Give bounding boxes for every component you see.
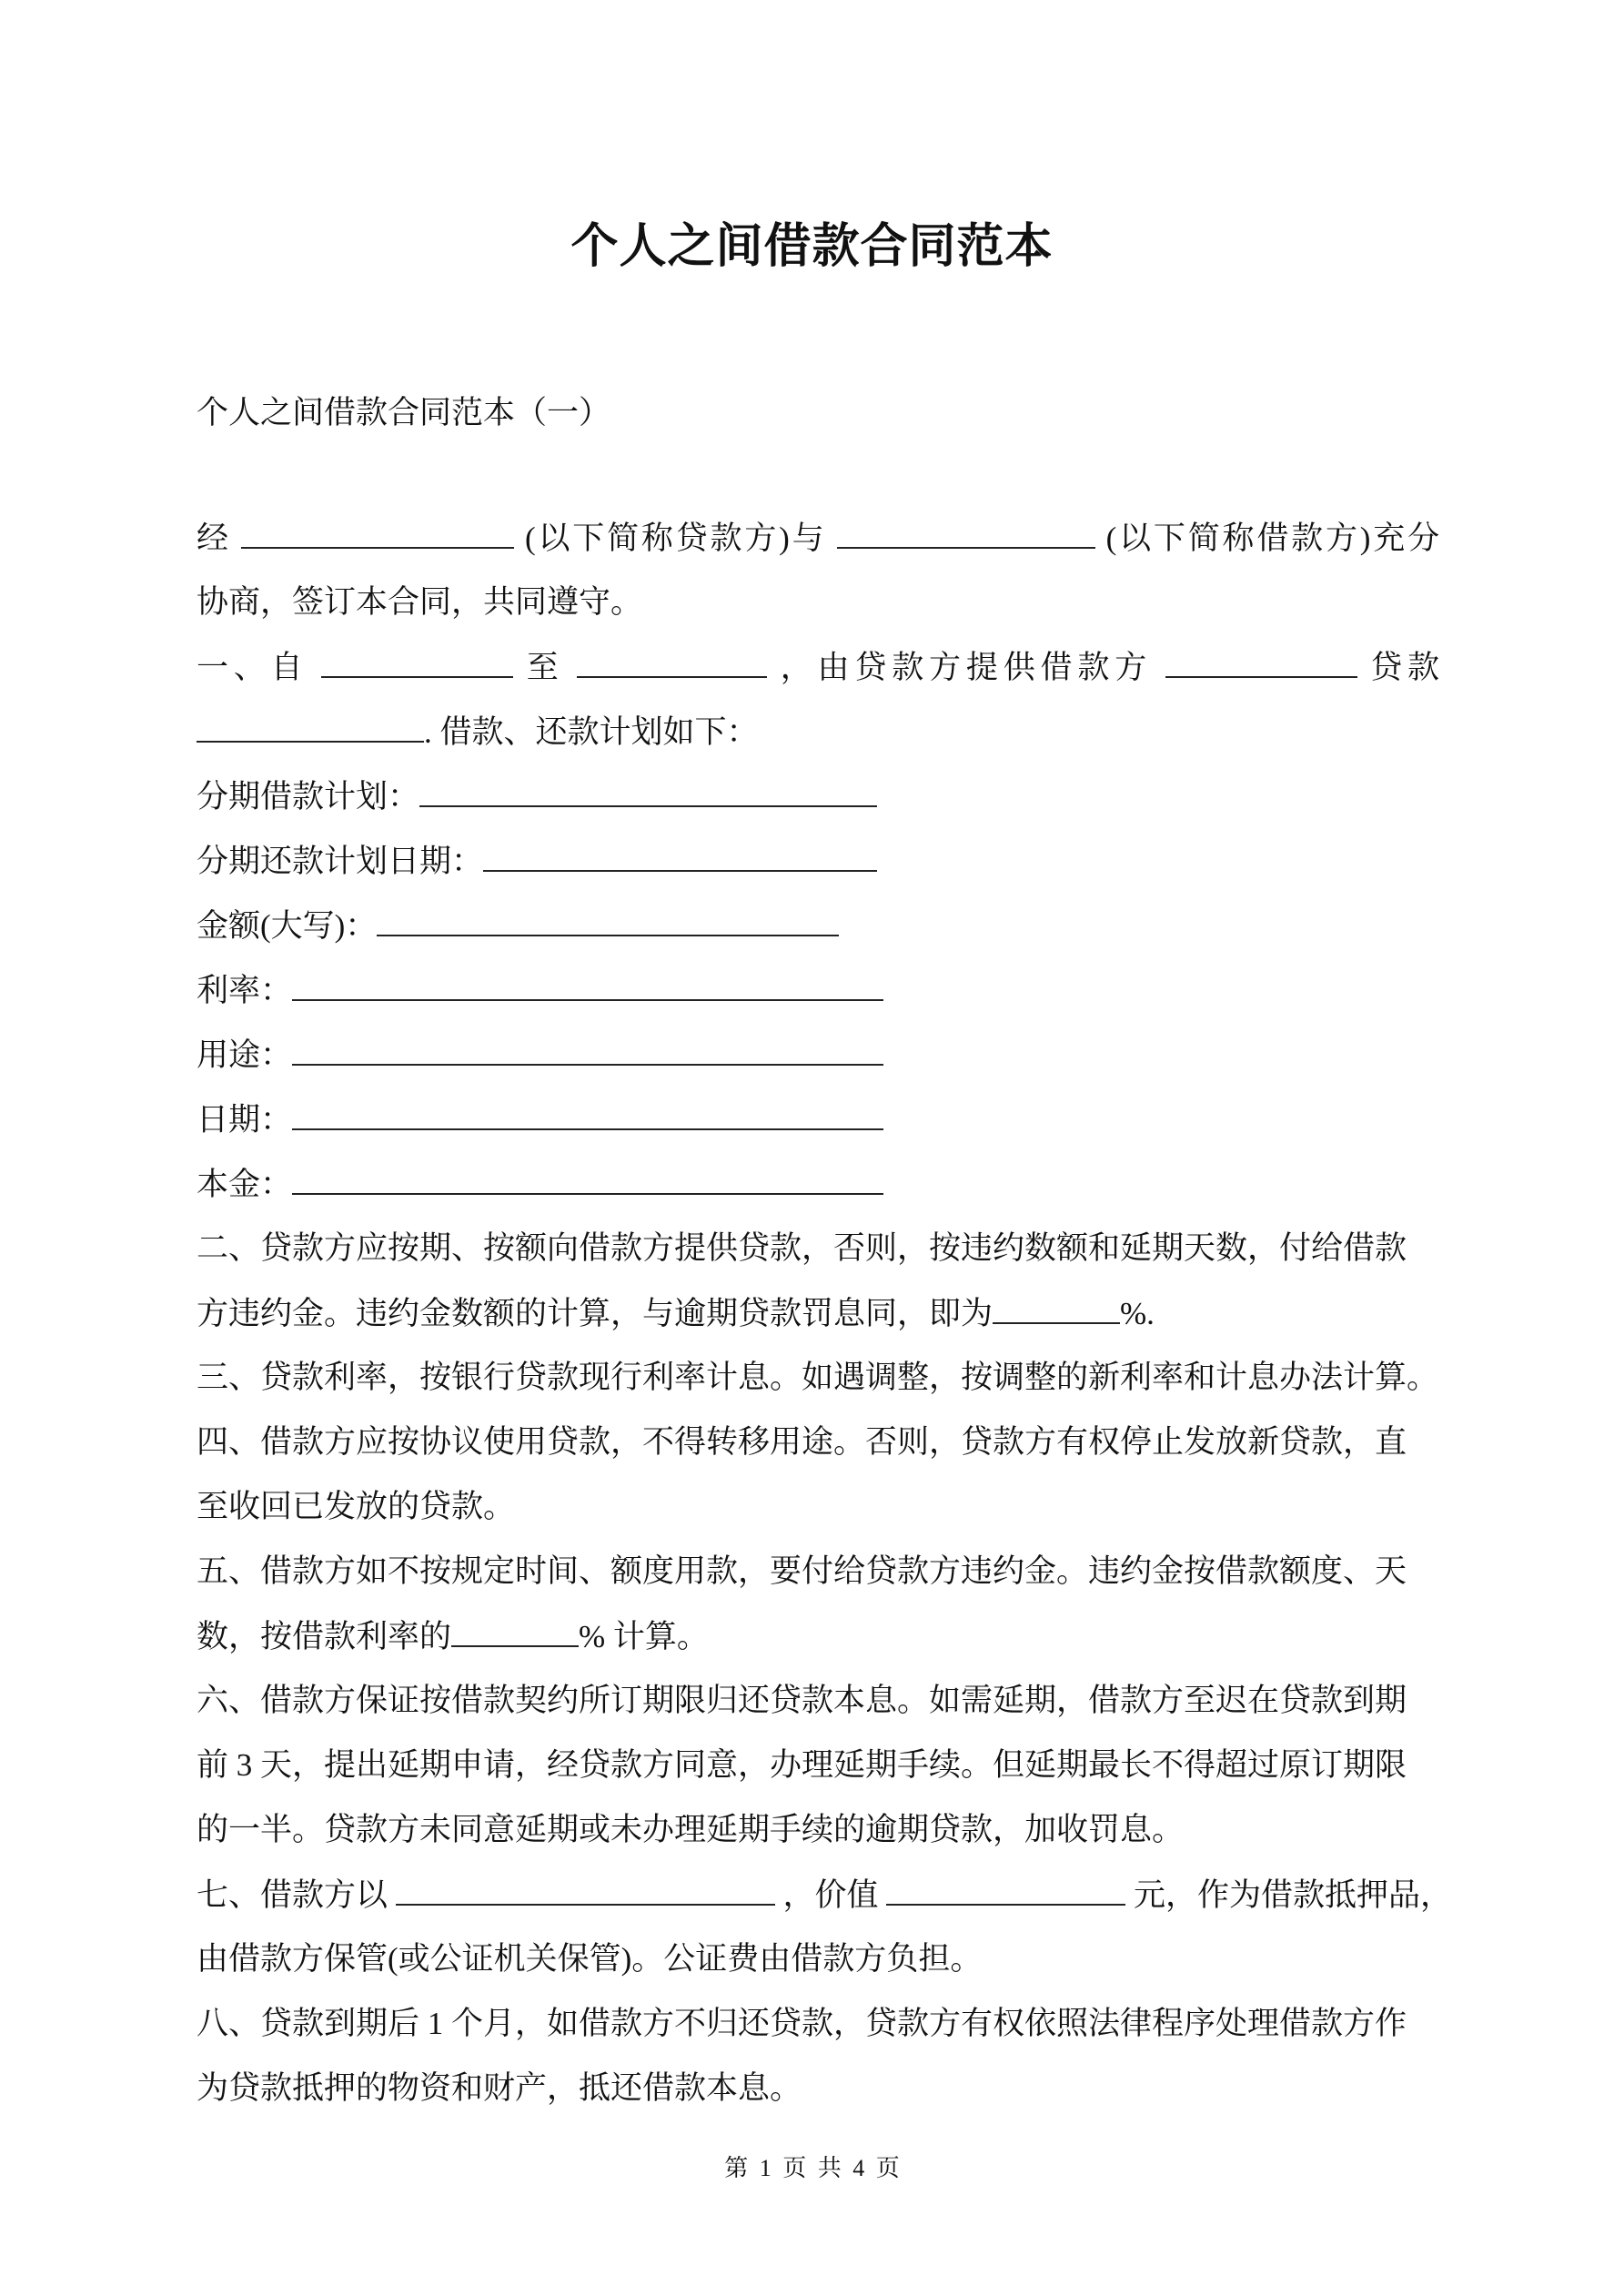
contract-line xyxy=(197,579,1439,643)
line-text: ，由贷款方提供借款方 xyxy=(780,650,1153,685)
line-text: (以下简称贷款方)与 xyxy=(524,521,827,556)
line-text: 元，作为借款抵押品， xyxy=(1134,1877,1453,1913)
principal-field[interactable] xyxy=(292,1160,883,1195)
page-footer: 第 1 页 共 4 页 xyxy=(724,2155,900,2181)
line-text: 经 xyxy=(197,521,231,556)
start-date-field[interactable] xyxy=(321,643,513,678)
penalty-rate-field[interactable] xyxy=(993,1290,1120,1324)
contract-line xyxy=(197,1160,1439,1225)
line-text: 日期： xyxy=(197,1102,293,1138)
contract-line xyxy=(197,1225,1439,1290)
amount-in-words-field[interactable] xyxy=(377,902,839,936)
interest-rate-field[interactable] xyxy=(292,966,883,1001)
contract-line xyxy=(197,966,1439,1031)
lender-name-field[interactable] xyxy=(241,514,514,549)
contract-line xyxy=(197,1742,1439,1806)
line-text: 协商，签订本合同，共同遵守。 xyxy=(197,584,643,620)
line-text: 七、借款方以 xyxy=(197,1877,388,1913)
line-text: 三、贷款利率，按银行贷款现行利率计息。如遇调整，按调整的新利率和计息办法计算。 xyxy=(197,1360,1439,1395)
line-text: 四、借款方应按协议使用贷款，不得转移用途。否则，贷款方有权停止发放新贷款，直 xyxy=(197,1424,1407,1460)
collateral-field[interactable] xyxy=(396,1871,775,1906)
document-title: 个人之间借款合同范本 xyxy=(570,221,1054,273)
borrower-penalty-rate-field[interactable] xyxy=(451,1613,579,1647)
purpose-field[interactable] xyxy=(292,1031,883,1066)
contract-line xyxy=(197,1871,1453,1936)
contract-line xyxy=(197,1548,1439,1613)
contract-line xyxy=(197,1806,1439,1871)
end-date-field[interactable] xyxy=(577,643,767,678)
contract-line xyxy=(197,2000,1439,2065)
line-text: . 借款、还款计划如下： xyxy=(424,714,759,750)
contract-line xyxy=(197,514,1439,579)
line-text: 的一半。贷款方未同意延期或未办理延期手续的逾期贷款，加收罚息。 xyxy=(197,1812,1185,1847)
line-text: 为贷款抵押的物资和财产，抵还借款本息。 xyxy=(197,2070,802,2106)
line-text: 贷款 xyxy=(1370,650,1440,685)
line-text: 由借款方保管(或公证机关保管)。公证费由借款方负担。 xyxy=(197,1941,983,1977)
loan-amount-field[interactable] xyxy=(197,708,424,743)
line-text: 分期借款计划： xyxy=(197,779,420,814)
line-text: 方违约金。违约金数额的计算，与逾期贷款罚息同，即为 xyxy=(197,1296,994,1331)
line-text: 至收回已发放的贷款。 xyxy=(197,1489,516,1524)
contract-line xyxy=(197,1031,1439,1096)
line-text: 金额(大写)： xyxy=(197,908,378,944)
loan-type-field[interactable] xyxy=(1165,643,1357,678)
date-field[interactable] xyxy=(292,1096,883,1130)
line-text: 前 3 天，提出延期申请，经贷款方同意，办理延期手续。但延期最长不得超过原订期限 xyxy=(197,1747,1407,1783)
installment-loan-plan-field[interactable] xyxy=(419,773,877,807)
line-text: 一、自 xyxy=(197,650,308,685)
contract-line xyxy=(197,708,1439,773)
line-text: 数，按借款利率的 xyxy=(197,1619,452,1654)
contract-line xyxy=(197,773,1439,837)
contract-line xyxy=(197,1936,1439,2000)
contract-line xyxy=(197,1677,1439,1742)
line-text: 分期还款计划日期： xyxy=(197,844,484,879)
line-text: 六、借款方保证按借款契约所订期限归还贷款本息。如需延期，借款方至迟在贷款到期 xyxy=(197,1683,1407,1718)
contract-line xyxy=(197,1483,1439,1548)
contract-body xyxy=(197,514,1453,2129)
line-text: (以下简称借款方)充分 xyxy=(1105,521,1440,556)
contract-line xyxy=(197,2065,1439,2129)
contract-line xyxy=(197,1419,1439,1483)
line-text: 本金： xyxy=(197,1167,293,1202)
line-text: 利率： xyxy=(197,973,293,1008)
line-text: %. xyxy=(1120,1296,1155,1331)
borrower-name-field[interactable] xyxy=(837,514,1095,549)
line-text: % 计算。 xyxy=(579,1619,709,1654)
contract-line xyxy=(197,902,1439,966)
line-text: ，价值 xyxy=(782,1877,879,1913)
line-text: 五、借款方如不按规定时间、额度用款，要付给贷款方违约金。违约金按借款额度、天 xyxy=(197,1553,1407,1589)
repayment-date-field[interactable] xyxy=(483,837,877,872)
contract-line xyxy=(197,837,1439,902)
line-text: 至 xyxy=(526,650,564,685)
contract-line xyxy=(197,1354,1439,1419)
line-text: 二、贷款方应按期、按额向借款方提供贷款，否则，按违约数额和延期天数，付给借款 xyxy=(197,1230,1407,1266)
collateral-value-field[interactable] xyxy=(886,1871,1125,1906)
line-text: 用途： xyxy=(197,1037,293,1073)
contract-line xyxy=(197,1290,1439,1354)
contract-line xyxy=(197,1613,1439,1677)
line-text: 八、贷款到期后 1 个月，如借款方不归还贷款，贷款方有权依照法律程序处理借款方作 xyxy=(197,2006,1407,2041)
contract-line xyxy=(197,643,1439,708)
section-subtitle: 个人之间借款合同范本（一） xyxy=(197,395,611,430)
contract-line xyxy=(197,1096,1439,1160)
